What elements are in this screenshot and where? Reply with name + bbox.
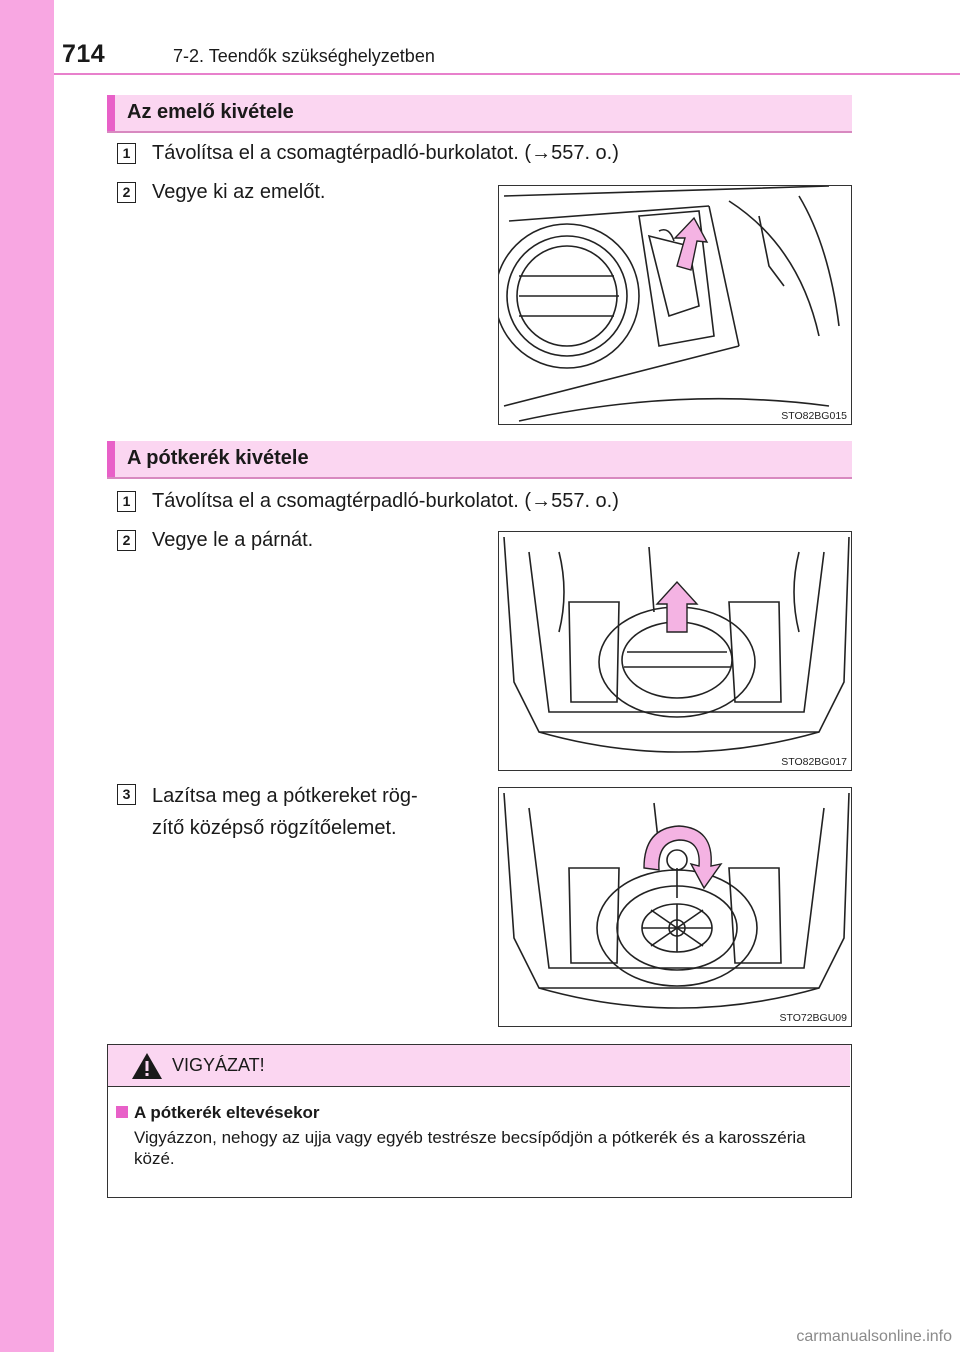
step-number: 1 — [117, 143, 136, 164]
step-text-line: zítő középső rögzítőelemet. — [152, 817, 397, 839]
figure-code: STO82BG017 — [781, 756, 847, 768]
section-title: Az emelő kivétele — [127, 101, 294, 123]
page-number: 714 — [62, 40, 106, 68]
page-sidebar-stripe — [0, 0, 54, 1352]
step-number: 2 — [117, 182, 136, 203]
illustration-jack-removal — [498, 185, 852, 425]
step-text-line: Lazítsa meg a pótkereket rög- — [152, 785, 418, 807]
step-number: 3 — [117, 784, 136, 805]
step-text: Távolítsa el a csomagtérpadló-burkolatot. (→557. o.) — [152, 142, 619, 164]
caution-text: Vigyázzon, nehogy az ujja vagy egyéb testrésze becsípődjön a pótkerék és a karosszéria közé. — [134, 1128, 806, 1168]
caution-subtitle: A pótkerék eltevésekor — [134, 1103, 320, 1122]
illustration-wheel-bolt-loosen — [498, 787, 852, 1027]
step-text: Vegye le a párnát. — [152, 529, 314, 551]
bullet-square-icon — [116, 1106, 128, 1118]
chapter-title: 7-2. Teendők szükséghelyzetben — [173, 46, 435, 66]
section-accent — [107, 441, 115, 477]
lift-arrow-icon — [657, 582, 697, 632]
rotate-arrow-icon — [644, 826, 721, 888]
header-divider — [54, 73, 960, 75]
section-accent — [107, 95, 115, 131]
caution-header — [108, 1045, 850, 1087]
section-title: A pótkerék kivétele — [127, 447, 309, 469]
step-number: 1 — [117, 491, 136, 512]
step-text: Távolítsa el a csomagtérpadló-burkolatot. (→557. o.) — [152, 490, 619, 512]
section-heading-spare-tire — [107, 441, 852, 479]
figure-code: STO82BG015 — [781, 410, 847, 422]
illustration-cushion-removal — [498, 531, 852, 771]
figure-code: STO72BGU09 — [779, 1012, 847, 1024]
section-heading-jack — [107, 95, 852, 133]
caution-box — [107, 1044, 852, 1198]
step-text: Vegye ki az emelőt. — [152, 181, 326, 203]
step-number: 2 — [117, 530, 136, 551]
warning-triangle-icon — [130, 1051, 164, 1081]
watermark: carmanualsonline.info — [796, 1328, 952, 1345]
caution-title: VIGYÁZAT! — [172, 1055, 265, 1075]
